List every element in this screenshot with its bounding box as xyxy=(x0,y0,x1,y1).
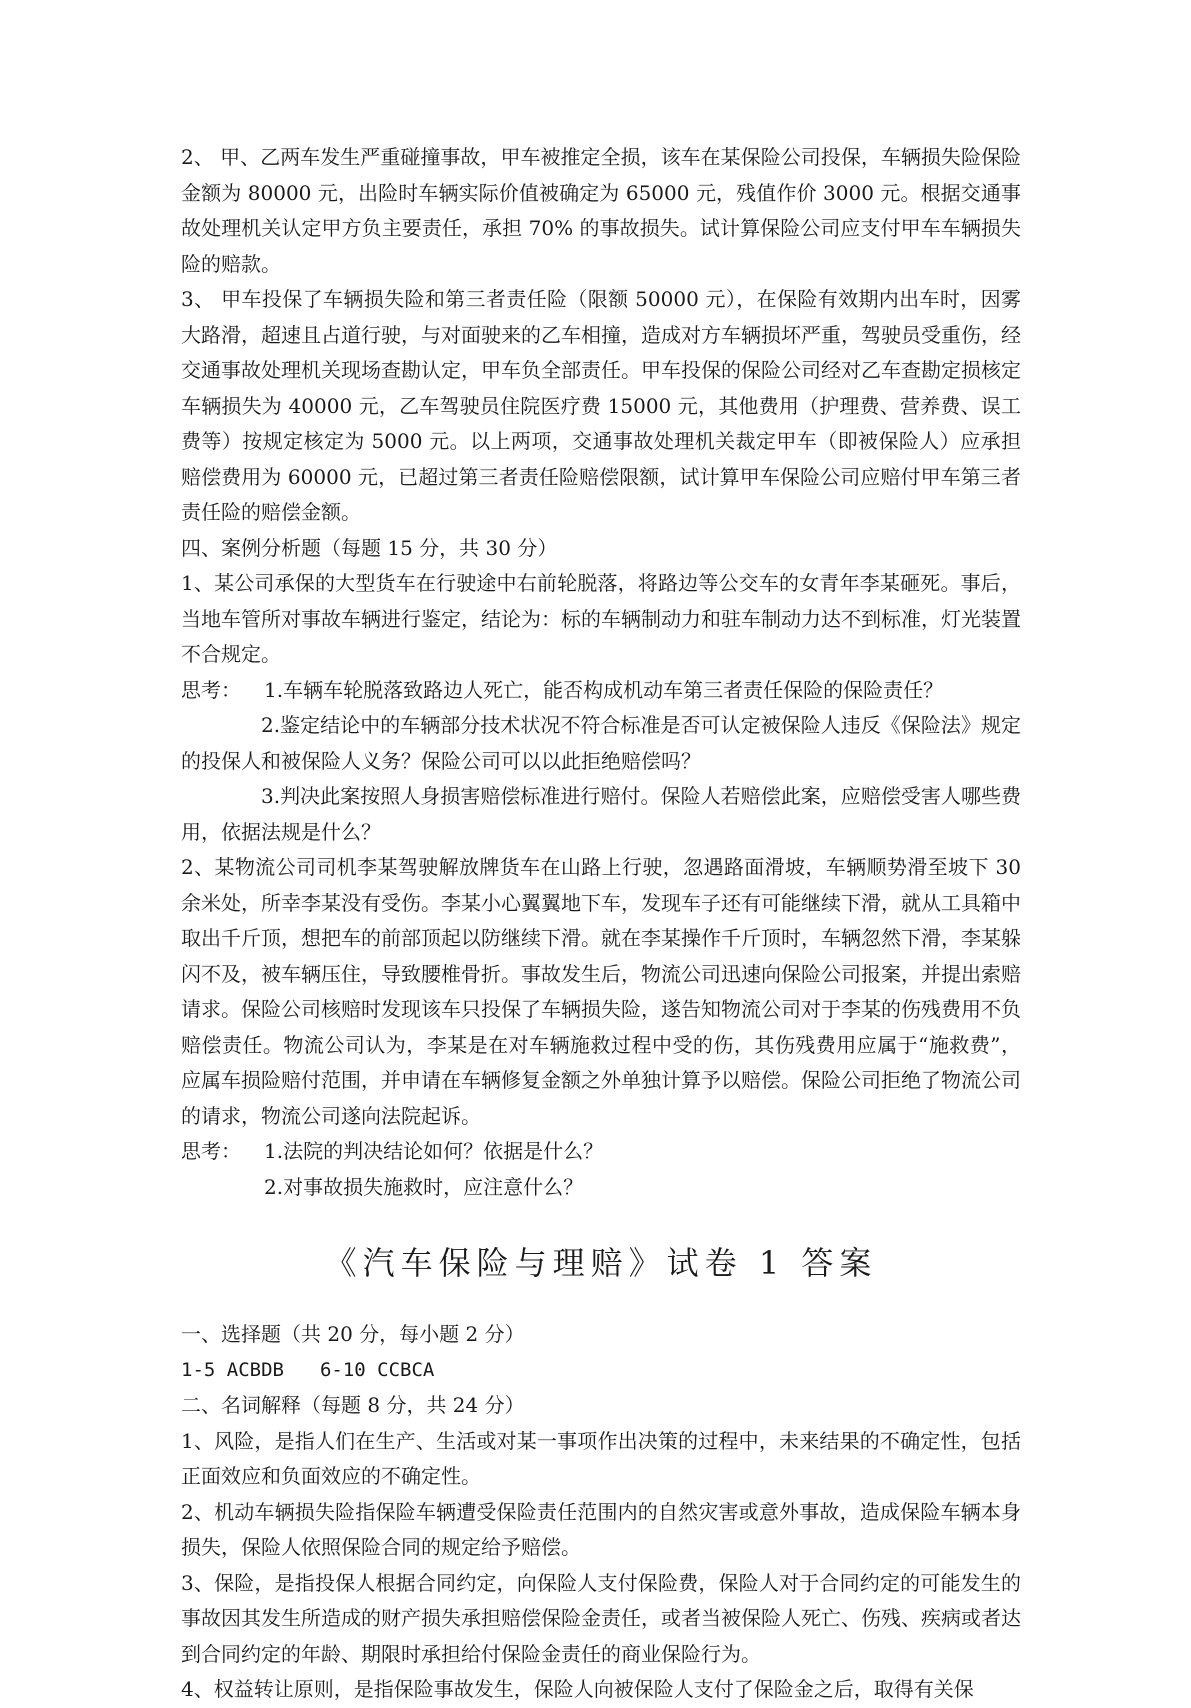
case-1-thinking-row xyxy=(181,673,1021,709)
case-2-thinking-label: 思考： xyxy=(181,1139,241,1163)
answers-section-1-heading: 一、选择题（共 20 分，每小题 2 分） xyxy=(181,1322,525,1346)
answers-definition-1: 1、风险，是指人们在生产、生活或对某一事项作出决策的过程中，未来结果的不确定性，包括正面效应和负面效应的不确定性。 xyxy=(181,1428,1021,1488)
case-1-question-2: 2.鉴定结论中的车辆部分技术状况不符合标准是否可认定被保险人违反《保险法》规定的投保人和被保险人义务？保险公司可以以此拒绝赔偿吗？ xyxy=(181,713,1021,773)
case-1-question-1: 1.车辆车轮脱落致路边人死亡，能否构成机动车第三者责任保险的保险责任？ xyxy=(264,677,944,702)
calc-question-3: 3、 甲车投保了车辆损失险和第三者责任险（限额 50000 元），在保险有效期内出车时，因雾大路滑，超速且占道行驶，与对面驶来的乙车相撞，造成对方车辆损坏严重，驾驶员受重伤，经交通事故处理机关现场查勘认定，甲车负全部责任。甲车投保的保险公司经对乙车查勘定损核定车辆损失为 40000 元，乙车驾驶员住院医疗费 15000 元，其他费用（护理费、营养费、误工费等）按规定核定为 5000 元。以上两项，交通事故处理机关裁定甲车（即被保险人）应承担赔偿费用为 60000 元，已超过第三者责任险赔偿限额，试计算甲车保险公司应赔付甲车第三者责任险的赔偿金额。 xyxy=(181,287,1021,524)
case-2-thinking-row xyxy=(181,1134,1021,1170)
case-section-heading: 四、案例分析题（每题 15 分，共 30 分） xyxy=(181,535,558,560)
document-body xyxy=(181,140,1021,1708)
answers-definition-2: 2、机动车辆损失险指保险车辆遭受保险责任范围内的自然灾害或意外事故，造成保险车辆本身损失，保险人依照保险合同的规定给予赔偿。 xyxy=(181,1499,1021,1559)
answers-title: 《汽车保险与理赔》试卷 1 答案 xyxy=(324,1244,878,1282)
calc-question-2: 2、 甲、乙两车发生严重碰撞事故，甲车被推定全损，该车在某保险公司投保，车辆损失险保险金额为 80000 元，出险时车辆实际价值被确定为 65000 元，残值作价 3000 元。根据交通事故处理机关认定甲方负主要责任，承担 70% 的事故损失。试计算保险公司应支付甲车车辆损失险的赔款。 xyxy=(181,145,1021,276)
case-2-text: 2、某物流公司司机李某驾驶解放牌货车在山路上行驶，忽遇路面滑坡，车辆顺势滑至坡下 30 余米处，所幸李某没有受伤。李某小心翼翼地下车，发现车子还有可能继续下滑，就从工具箱中取出千斤顶，想把车的前部顶起以防继续下滑。就在李某操作千斤顶时，车辆忽然下滑，李某躲闪不及，被车辆压住，导致腰椎骨折。事故发生后，物流公司迅速向保险公司报案，并提出索赔请求。保险公司核赔时发现该车只投保了车辆损失险，遂告知物流公司对于李某的伤残费用不负赔偿责任。物流公司认为，李某是在对车辆施救过程中受的伤，其伤残费用应属于“施救费”，应属车损险赔付范围，并申请在车辆修复金额之外单独计算予以赔偿。保险公司拒绝了物流公司的请求，物流公司遂向法院起诉。 xyxy=(181,855,1021,1128)
answers-definition-3: 3、保险，是指投保人根据合同约定，向保险人支付保险费，保险人对于合同约定的可能发生的事故因其发生所造成的财产损失承担赔偿保险金责任，或者当被保险人死亡、伤残、疾病或者达到合同约定的年龄、期限时承担给付保险金责任的商业保险行为。 xyxy=(181,1570,1021,1666)
case-1-question-3: 3.判决此案按照人身损害赔偿标准进行赔付。保险人若赔偿此案，应赔偿受害人哪些费用，依据法规是什么？ xyxy=(181,784,1021,844)
case-2-question-2: 2.对事故损失施救时，应注意什么？ xyxy=(264,1174,584,1199)
answers-section-2-heading: 二、名词解释（每题 8 分，共 24 分） xyxy=(181,1393,525,1417)
case-2-question-1: 1.法院的判决结论如何？依据是什么？ xyxy=(264,1139,604,1163)
answers-choice-1-5: 1-5 ACBDB xyxy=(181,1358,284,1381)
case-1-thinking-label: 思考： xyxy=(181,677,241,702)
answers-choice-6-10: 6-10 CCBCA xyxy=(319,1358,435,1381)
answers-choice-row xyxy=(181,1353,1021,1389)
case-1-text: 1、某公司承保的大型货车在行驶途中右前轮脱落，将路边等公交车的女青年李某砸死。事后，当地车管所对事故车辆进行鉴定，结论为：标的车辆制动力和驻车制动力达不到标准，灯光装置不合规定。 xyxy=(181,571,1021,666)
answers-definition-4: 4、权益转让原则，是指保险事故发生，保险人向被保险人支付了保险金之后，取得有关保 xyxy=(181,1677,974,1701)
